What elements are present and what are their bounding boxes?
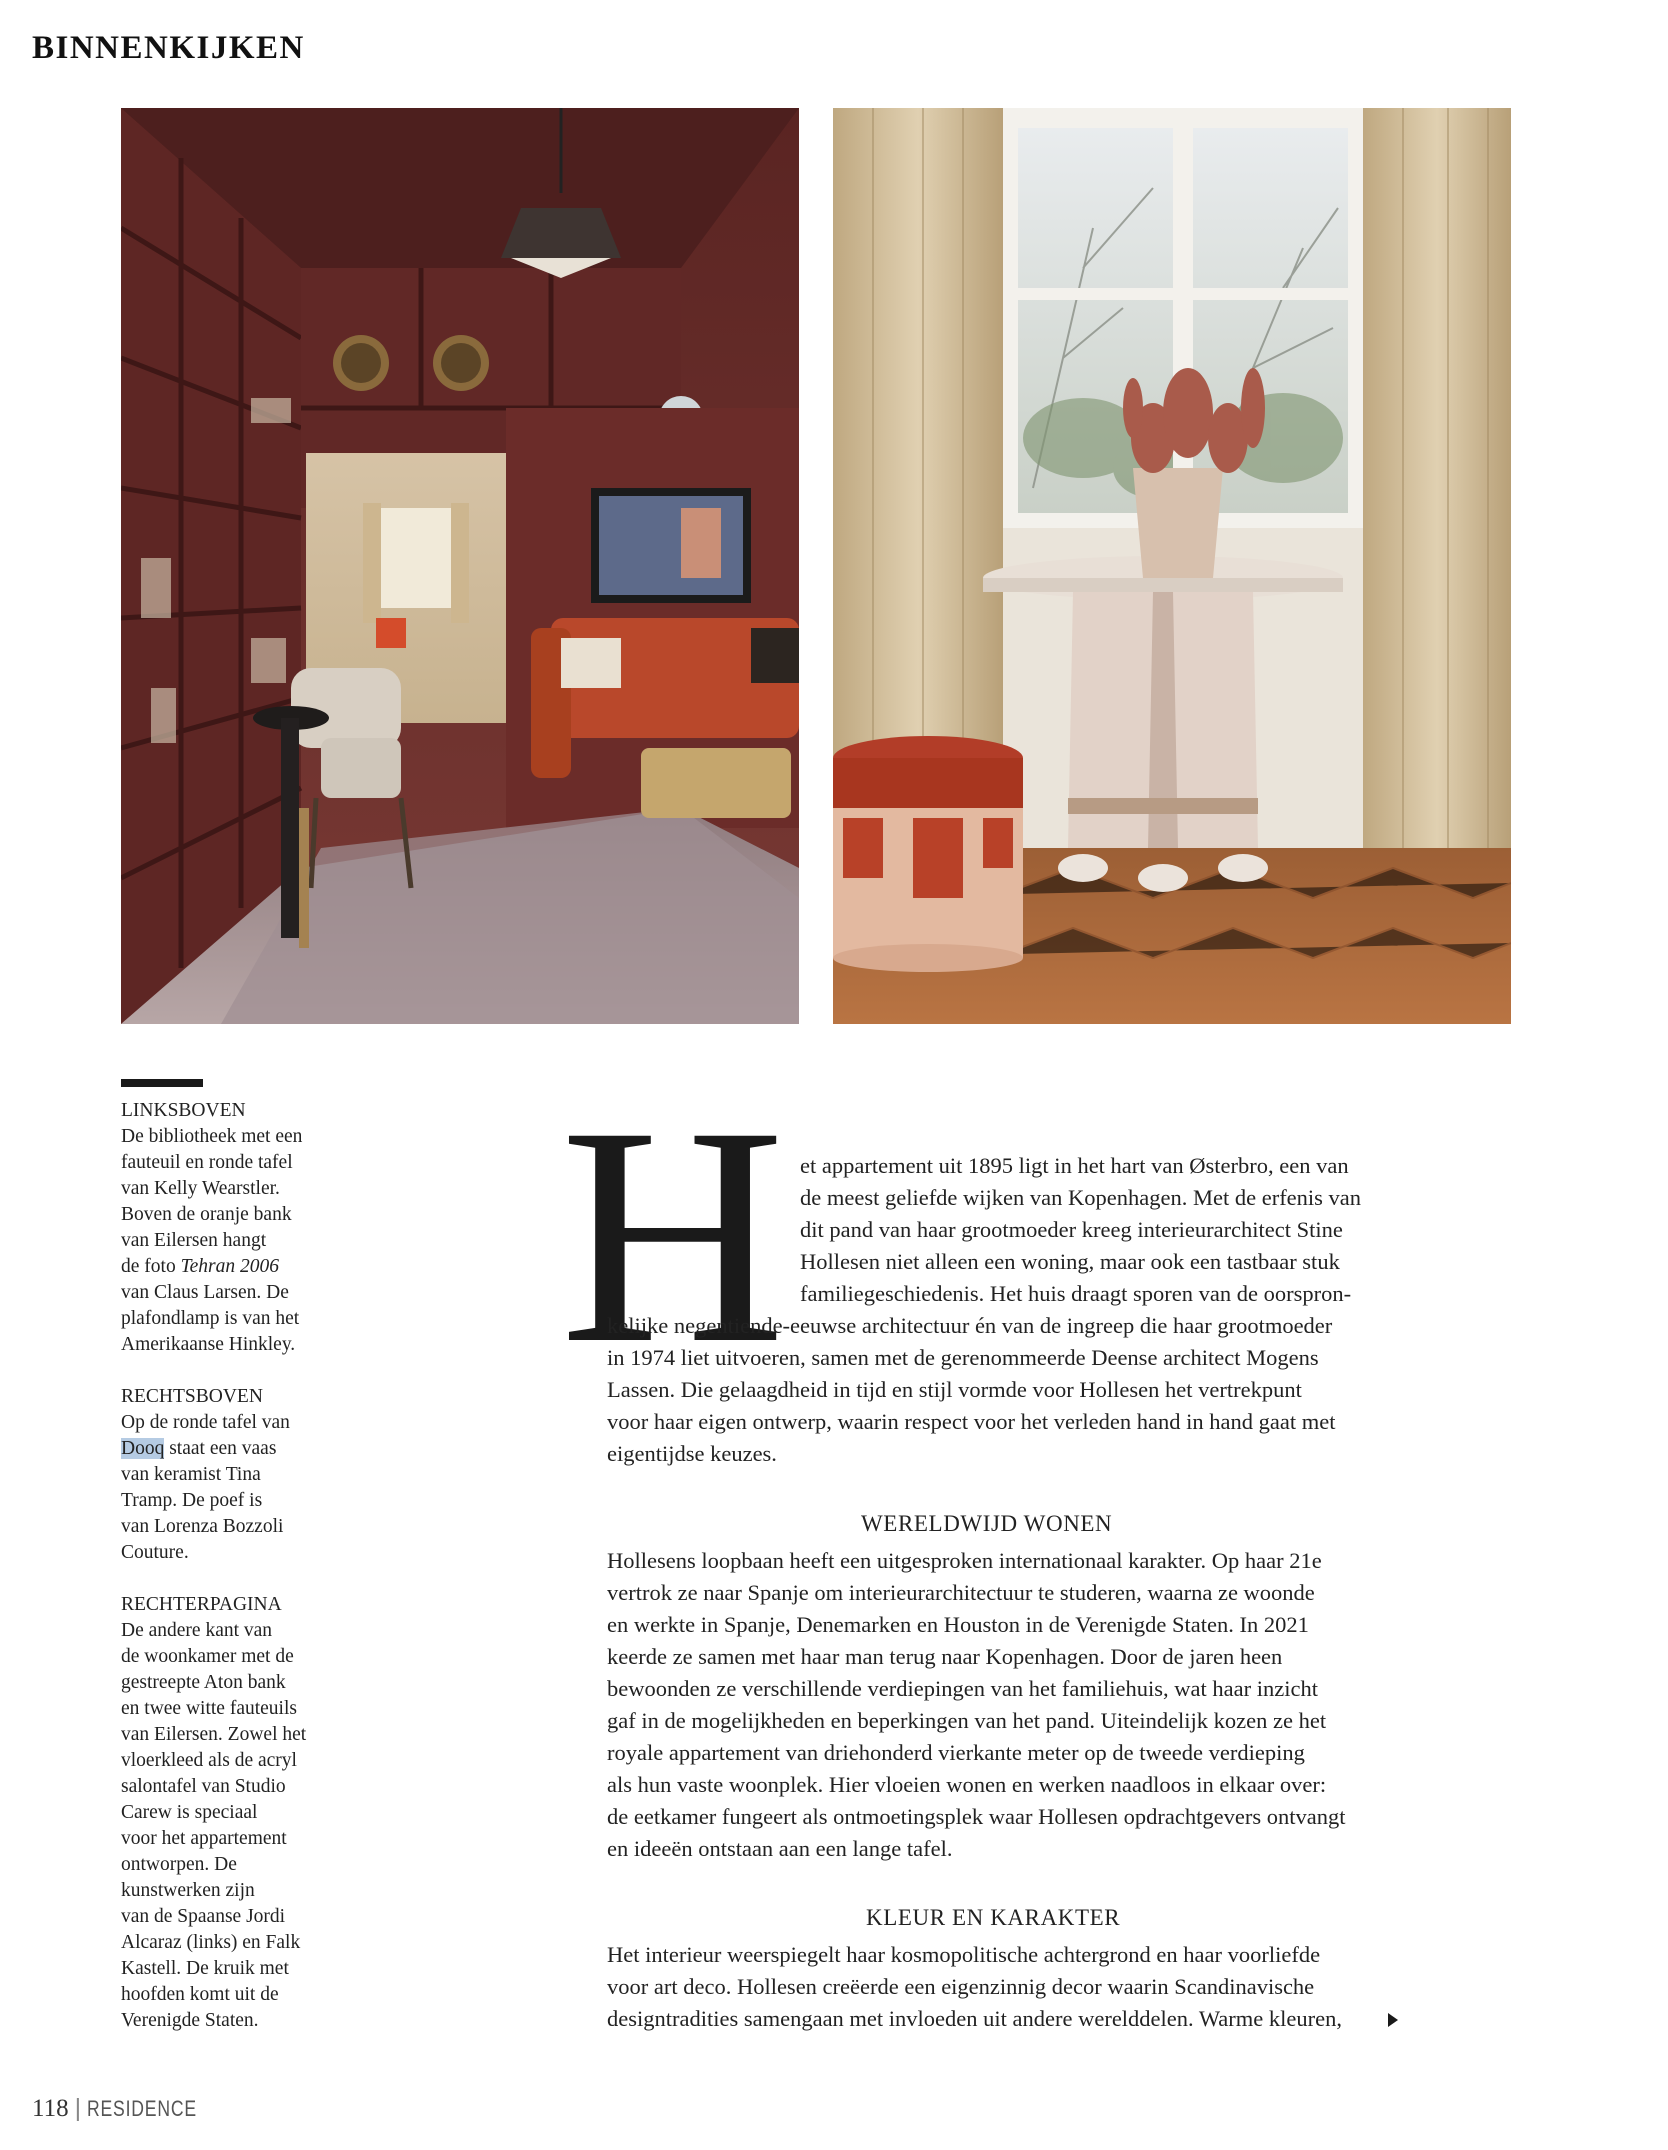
page-footer — [32, 2094, 224, 2123]
caption-linksboven — [121, 1098, 336, 1358]
body-line: familiegeschiedenis. Het huis draagt sporen van de oorspron- — [800, 1281, 1352, 1306]
caption-line: van keramist Tina — [121, 1464, 261, 1485]
body-line: bewoonden ze verschillende verdiepingen van het familiehuis, wat haar inzicht — [607, 1676, 1318, 1701]
magazine-name: RESIDENCE — [87, 2096, 197, 2121]
body-line: voor art deco. Hollesen creëerde een eigenzinnig decor waarin Scandinavische — [607, 1974, 1315, 1999]
body-line: in 1974 liet uitvoeren, samen met de gerenommeerde Deense architect Mogens — [607, 1345, 1319, 1370]
body-line: Hollesen niet alleen een woning, maar ook een tastbaar stuk — [800, 1249, 1340, 1274]
body-line: gaf in de mogelijkheden en beperkingen van het pand. Uiteindelijk kozen ze het — [607, 1708, 1327, 1733]
photo-captions — [121, 1098, 336, 2060]
body-line: vertrok ze naar Spanje om interieurarchitectuur te studeren, waarna ze woonde — [607, 1580, 1315, 1605]
caption-line: Amerikaanse Hinkley. — [121, 1334, 296, 1355]
section-heading: WERELDWIJD WONEN — [861, 1511, 1113, 1536]
caption-line: Tramp. De poef is — [121, 1490, 263, 1511]
caption-line: Carew is speciaal — [121, 1802, 258, 1823]
section-label: BINNENKIJKEN — [32, 30, 305, 66]
caption-line: de foto — [121, 1256, 181, 1277]
caption-line: Op de ronde tafel van — [121, 1412, 290, 1433]
library-room-illustration — [121, 108, 799, 1024]
body-line: de eetkamer fungeert als ontmoetingsplek waar Hollesen opdrachtgevers ontvangt — [607, 1804, 1346, 1829]
caption-line: vloerkleed als de acryl — [121, 1750, 297, 1771]
caption-line: kunstwerken zijn — [121, 1880, 255, 1901]
caption-line: voor het appartement — [121, 1828, 287, 1849]
body-line: eigentijdse keuzes. — [607, 1441, 777, 1466]
body-line: en ideeën ontstaan aan een lange tafel. — [607, 1836, 953, 1861]
body-line: Hollesens loopbaan heeft een uitgesproken internationaal karakter. Op haar 21e — [607, 1548, 1322, 1573]
page-number: 118 — [32, 2095, 69, 2122]
caption-heading: LINKSBOVEN — [121, 1100, 246, 1121]
body-line: Lassen. Die gelaagdheid in tijd en stijl vormde voor Hollesen het vertrekpunt — [607, 1377, 1302, 1402]
caption-line: gestreepte Aton bank — [121, 1672, 286, 1693]
caption-heading: RECHTSBOVEN — [121, 1386, 263, 1407]
body-line: royale appartement van driehonderd vierkante meter op de tweede verdieping — [607, 1740, 1305, 1765]
body-line: et appartement uit 1895 ligt in het hart van Østerbro, een van — [800, 1153, 1349, 1178]
caption-line: van Lorenza Bozzoli — [121, 1516, 284, 1537]
caption-line: Alcaraz (links) en Falk — [121, 1932, 301, 1953]
caption-line: van de Spaanse Jordi — [121, 1906, 286, 1927]
caption-line: fauteuil en ronde tafel — [121, 1152, 293, 1173]
round-table-window-illustration — [833, 108, 1511, 1024]
caption-rechterpagina — [121, 1592, 336, 2034]
body-line: als hun vaste woonplek. Hier vloeien wonen en werken naadloos in elkaar over: — [607, 1772, 1327, 1797]
caption-line-with-italic — [121, 1254, 336, 1280]
continue-arrow-icon — [1388, 2013, 1398, 2027]
caption-line: van Claus Larsen. De — [121, 1282, 289, 1303]
caption-line: van Kelly Wearstler. — [121, 1178, 280, 1199]
caption-line: plafondlamp is van het — [121, 1308, 300, 1329]
body-line: en werkte in Spanje, Denemarken en Houston in de Verenigde Staten. In 2021 — [607, 1612, 1309, 1637]
caption-line: salontafel van Studio — [121, 1776, 286, 1797]
body-line: dit pand van haar grootmoeder kreeg interieurarchitect Stine — [800, 1217, 1343, 1242]
section-heading: KLEUR EN KARAKTER — [866, 1905, 1121, 1930]
body-line: Het interieur weerspiegelt haar kosmopolitische achtergrond en haar voorliefde — [607, 1942, 1321, 1967]
caption-line: Boven de oranje bank — [121, 1204, 292, 1225]
caption-line: van Eilersen hangt — [121, 1230, 267, 1251]
caption-line: De andere kant van — [121, 1620, 273, 1641]
caption-line-with-highlight — [121, 1436, 336, 1462]
body-line: kelijke negentiende-eeuwse architectuur én van de ingreep die haar grootmoeder — [607, 1313, 1333, 1338]
caption-line: hoofden komt uit de — [121, 1984, 279, 2005]
caption-line: van Eilersen. Zowel het — [121, 1724, 307, 1745]
body-line: de meest geliefde wijken van Kopenhagen. Met de erfenis van — [800, 1185, 1362, 1210]
caption-line: De bibliotheek met een — [121, 1126, 303, 1147]
drop-cap: H — [560, 1063, 786, 1408]
caption-line: Verenigde Staten. — [121, 2010, 259, 2031]
body-line: designtradities samengaan met invloeden uit andere werelddelen. Warme kleuren, — [607, 2006, 1342, 2031]
caption-line: staat een vaas — [169, 1438, 277, 1459]
caption-line: Couture. — [121, 1542, 189, 1563]
caption-line: de woonkamer met de — [121, 1646, 294, 1667]
body-line: keerde ze samen met haar man terug naar Kopenhagen. Door de jaren heen — [607, 1644, 1283, 1669]
caption-heading: RECHTERPAGINA — [121, 1594, 282, 1615]
caption-line: ontworpen. De — [121, 1854, 237, 1875]
footer-separator: | — [74, 2094, 82, 2122]
caption-line: en twee witte fauteuils — [121, 1698, 297, 1719]
caption-rule — [121, 1079, 203, 1087]
caption-rechtsboven — [121, 1384, 336, 1566]
body-line: voor haar eigen ontwerp, waarin respect voor het verleden hand in hand gaat met — [607, 1409, 1336, 1434]
photo-round-table-window — [833, 108, 1511, 1024]
photo-library-room — [121, 108, 799, 1024]
caption-photo-title: Tehran 2006 — [180, 1256, 280, 1277]
highlighted-text[interactable]: Dooq — [121, 1438, 165, 1459]
caption-line: Kastell. De kruik met — [121, 1958, 289, 1979]
